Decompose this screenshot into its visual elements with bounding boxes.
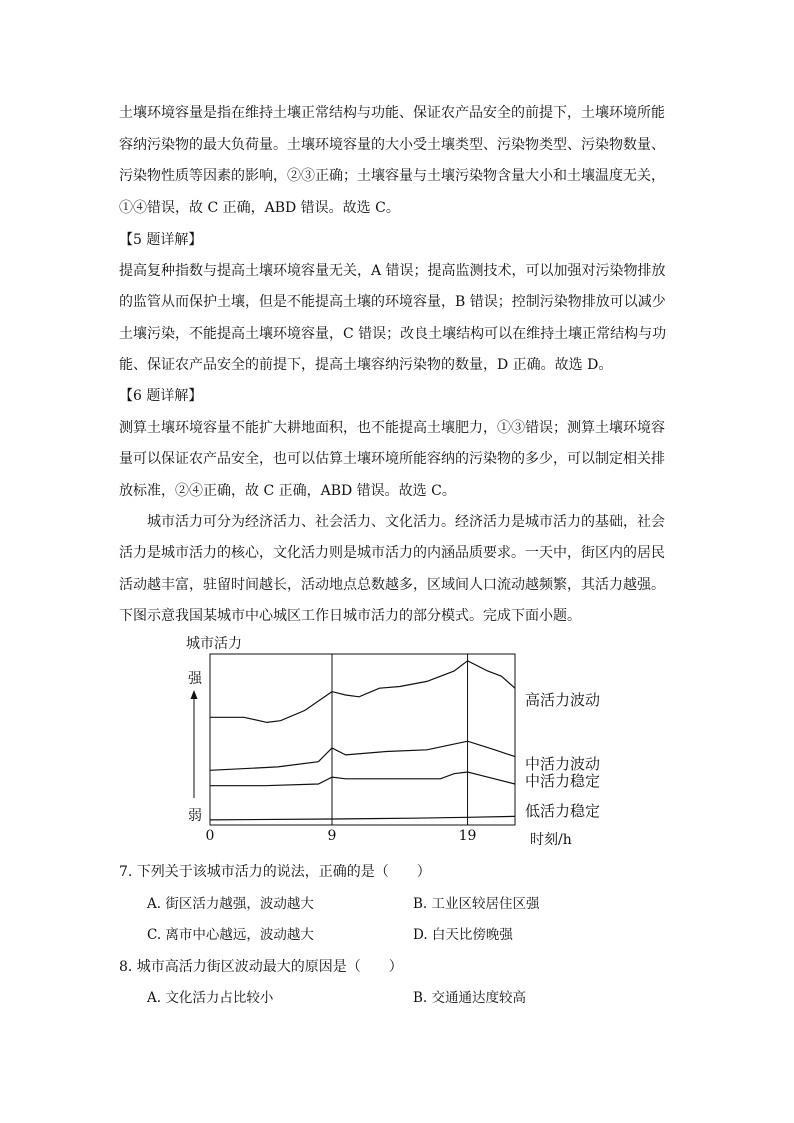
answer-text-line: 的监管从而保护土壤，但是不能提高土壤的环境容量，B 错误；控制污染物排放可以减少 <box>119 294 666 310</box>
answer-text-line: 能、保证农产品安全的前提下，提高土壤容纳污染物的数量，D 正确。故选 D。 <box>119 357 613 373</box>
q7-option-a[interactable]: A. 街区活力越强，波动越大 <box>147 896 314 912</box>
q8-option-a[interactable]: A. 文化活力占比较小 <box>147 990 274 1006</box>
plot-frame <box>210 654 515 825</box>
y-axis-label: 城市活力 <box>186 636 242 652</box>
q7-option-d[interactable]: D. 白天比傍晚强 <box>413 927 513 943</box>
answer-text-line: 量可以保证农产品安全，也可以估算土壤环境所能容纳的污染物的多少，可以制定相关排 <box>119 451 665 467</box>
q7-option-c[interactable]: C. 离市中心越远，波动越大 <box>147 927 314 943</box>
intro-text-line: 活力是城市活力的核心，文化活力则是城市活力的内涵品质要求。一天中，街区内的居民 <box>119 545 665 561</box>
city-vitality-chart <box>180 628 630 850</box>
series-label-2: 中活力波动 <box>525 755 601 773</box>
series-label-4: 低活力稳定 <box>525 802 601 820</box>
x-tick-label: 19 <box>458 828 477 844</box>
answer-text-line: 污染物性质等因素的影响，②③正确；土壤容量与土壤污染物含量大小和土壤温度无关， <box>119 168 665 184</box>
series-line-3 <box>210 772 515 786</box>
q8-option-b[interactable]: B. 交通通达度较高 <box>413 990 527 1006</box>
answer-text-line: 土壤污染，不能提高土壤环境容量，C 错误；改良土壤结构可以在维持土壤正常结构与功 <box>119 326 667 342</box>
intro-text-line: 城市活力可分为经济活力、社会活力、文化活力。经济活力是城市活力的基础，社会 <box>147 514 665 530</box>
answer-text-line: 容纳污染物的最大负荷量。土壤环境容量的大小受土壤类型、污染物类型、污染物数量、 <box>119 137 665 153</box>
question-8-stem: 8. 城市高活力街区波动最大的原因是（ ） <box>119 959 403 975</box>
y-weak-label: 弱 <box>188 808 202 824</box>
answer-text-line: 土壤环境容量是指在维持土壤正常结构与功能、保证农产品安全的前提下，土壤环境所能 <box>119 105 665 121</box>
series-label-1: 高活力波动 <box>525 691 601 709</box>
intro-text-line: 活动越丰富，驻留时间越长，活动地点总数越多，区域间人口流动越频繁，其活力越强。 <box>119 577 665 593</box>
question-7-stem: 7. 下列关于该城市活力的说法，正确的是（ ） <box>119 864 431 880</box>
x-tick-label: 9 <box>327 828 337 844</box>
q6-detail-header: 【6 题详解】 <box>119 388 203 404</box>
series-line-4 <box>210 816 515 820</box>
y-strong-label: 强 <box>188 671 202 687</box>
series-line-2 <box>210 741 515 770</box>
answer-text-line: 放标准，②④正确，故 C 正确，ABD 错误。故选 C。 <box>119 483 456 499</box>
series-line-1 <box>210 661 515 723</box>
answer-text-line: 提高复种指数与提高土壤环境容量无关，A 错误；提高监测技术，可以加强对污染物排放 <box>119 263 666 279</box>
answer-text-line: 测算土壤环境容量不能扩大耕地面积，也不能提高土壤肥力，①③错误；测算土壤环境容 <box>119 420 665 436</box>
q5-detail-header: 【5 题详解】 <box>119 232 203 248</box>
x-tick-label: 0 <box>205 828 215 844</box>
intro-text-line: 下图示意我国某城市中心城区工作日城市活力的部分模式。完成下面小题。 <box>119 608 581 624</box>
q7-option-b[interactable]: B. 工业区较居住区强 <box>413 896 540 912</box>
answer-text-line: ①④错误，故 C 正确，ABD 错误。故选 C。 <box>119 200 400 216</box>
strength-arrow-head <box>191 690 198 699</box>
x-axis-label: 时刻/h <box>530 832 572 848</box>
series-label-3: 中活力稳定 <box>525 772 601 790</box>
